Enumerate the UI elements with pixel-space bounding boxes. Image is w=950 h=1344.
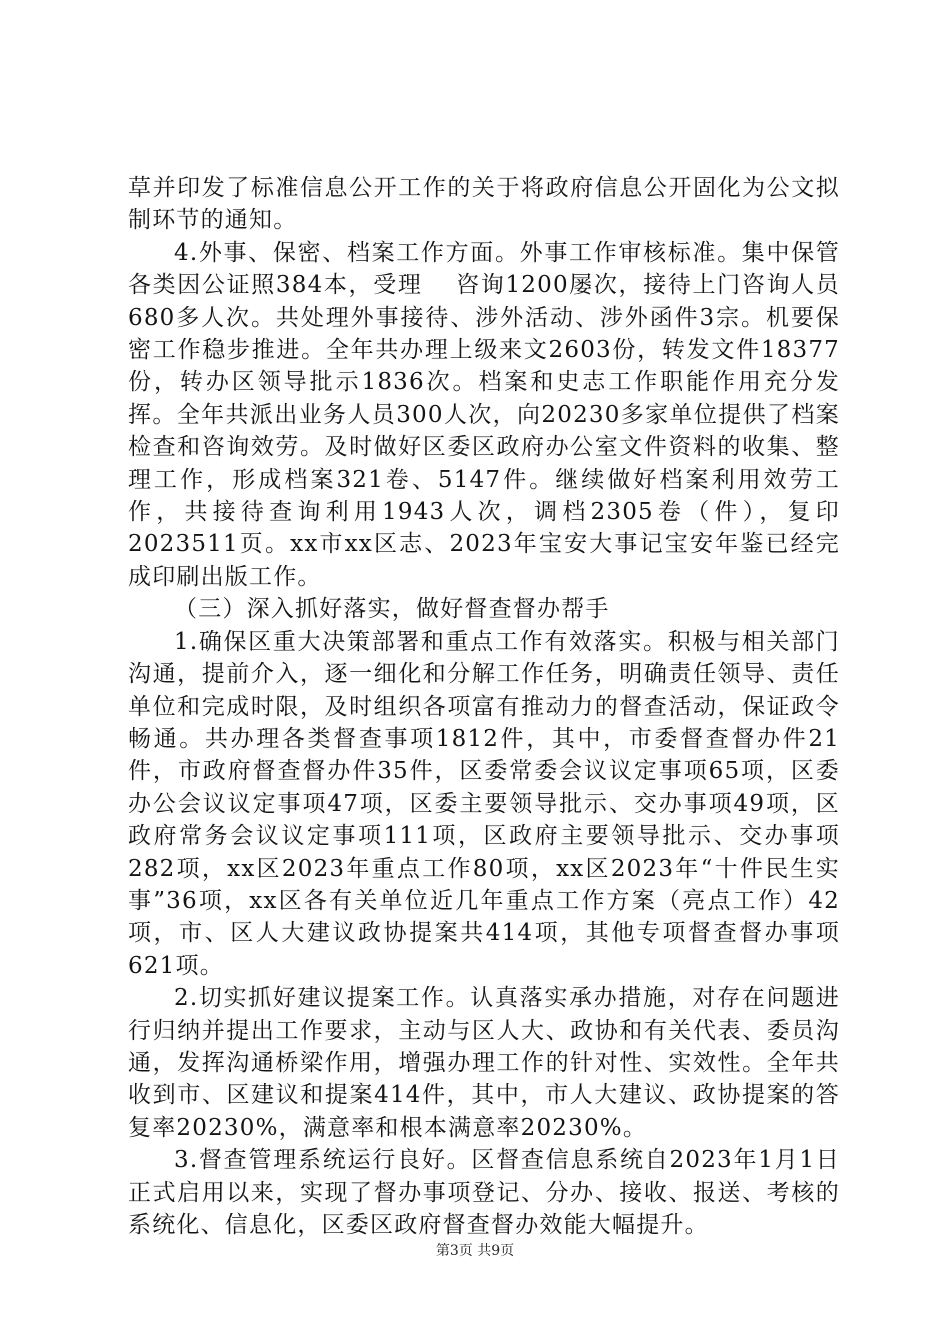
- document-body: [128, 172, 840, 1241]
- paragraph-foreign-affairs: 4.外事、保密、档案工作方面。外事工作审核标准。集中保管各类因公证照384本，受理 咨询1200屡次，接待上门咨询人员680多人次。共处理外事接待、涉外活动、涉外函件3宗。机要保密工作稳步推进。全年共办理上级来文2603份，转发文件18377份，转办区领导批示1836次。档案和史志工作职能作用充分发挥。全年共派出业务人员300人次，向20230多家单位提供了档案检查和咨询效劳。及时做好区委区政府办公室文件资料的收集、整理工作，形成档案321卷、5147件。继续做好档案利用效劳工作，共接待查询利用1943人次，调档2305卷（件），复印2023511页。xx市xx区志、2023年宝安大事记宝安年鉴已经完成印刷出版工作。: [128, 239, 840, 590]
- paragraph-major-decisions: 1.确保区重大决策部署和重点工作有效落实。积极与相关部门沟通，提前介入，逐一细化和分解工作任务，明确责任领导、责任单位和完成时限，及时组织各项富有推动力的督查活动，保证政令畅通。共办理各类督查事项1812件，其中，市委督查督办件21件，市政府督查督办件35件，区委常委会议议定事项65项，区委办公会议议定事项47项，区委主要领导批示、交办事项49项，区政府常务会议议定事项111项，区政府主要领导批示、交办事项282项，xx区2023年重点工作80项，xx区2023年“十件民生实事”36项，xx区各有关单位近几年重点工作方案（亮点工作）42项，市、区人大建议政协提案共414项，其他专项督查督办事项621项。: [128, 628, 840, 979]
- paragraph-continuation: 草并印发了标准信息公开工作的关于将政府信息公开固化为公文拟制环节的通知。: [128, 175, 840, 234]
- section-heading: （三）深入抓好落实，做好督查督办帮手: [174, 596, 610, 623]
- paragraph-proposals: 2.切实抓好建议提案工作。认真落实承办措施，对存在问题进行归纳并提出工作要求，主动与区人大、政协和有关代表、委员沟通，发挥沟通桥梁作用，增强办理工作的针对性、实效性。全年共收到市、区建议和提案414件，其中，市人大建议、政协提案的答复率20230%，满意率和根本满意率20230%。: [128, 985, 840, 1141]
- page-footer: 第3页 共9页: [435, 1243, 515, 1259]
- paragraph-supervision-system: 3.督查管理系统运行良好。区督查信息系统自2023年1月1日正式启用以来，实现了督办事项登记、分办、接收、报送、考核的系统化、信息化，区委区政府督查督办效能大幅提升。: [128, 1147, 840, 1238]
